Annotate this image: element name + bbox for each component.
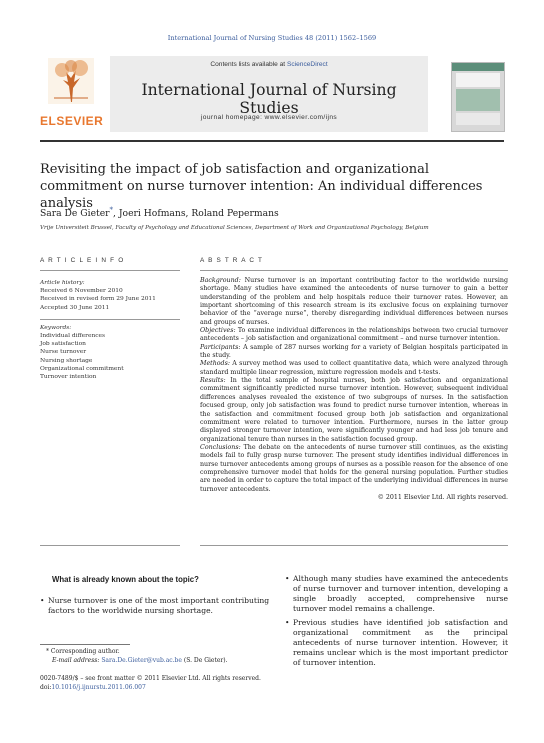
elsevier-tree-icon [48,58,94,104]
footnote-rule [40,644,130,645]
known-box-title: What is already known about the topic? [52,575,199,584]
affiliation: Vrije Universiteit Brussel, Faculty of Psychology and Educational Sciences, Department of Work and Organizational Psychology, Belgium [40,225,429,231]
abstract-objectives: Objectives: To examine individual differences in the relationships between two crucial turnover antecedents – job satisfaction and organizational commitment – and nurse turnover intention. [200,327,508,343]
header-divider [40,140,504,142]
abstract-background: Background: Nurse turnover is an important contributing factor to the worldwide nursing shortage. Many studies have examined the antecedents of nurse turnover to gain a better understanding of the problem and help hospitals reduce their turnover rates. However, an important shortcoming of this research stream is its exclusive focus on explaining turnover behavior of the “average nurse”, thereby disregarding individual differences between nurses and groups of nurses. [200,277,508,326]
footnote [40,648,228,665]
abstract-methods: Methods: A survey method was used to collect quantitative data, which were analyzed through standard multiple linear regression, mixture regression models and t-tests. [200,360,508,376]
info-bottom-rule [40,545,180,546]
keyword: Job satisfaction [40,341,86,348]
journal-cover-image [451,62,505,132]
issn-line: 0020-7489/$ – see front matter © 2011 Elsevier Ltd. All rights reserved. [40,675,261,682]
journal-citation[interactable]: International Journal of Nursing Studies 48 (2011) 1562–1569 [167,34,377,42]
keywords-label: Keywords: [40,324,72,331]
journal-header [40,56,504,132]
keyword: Nursing shortage [40,357,93,364]
email-suffix: (S. De Gieter). [183,656,228,664]
contents-line [110,61,428,68]
contents-prefix: Contents lists available at [210,61,286,68]
corresponding-mark[interactable]: * [109,206,114,214]
publisher-name: ELSEVIER [40,114,104,128]
abstract-copyright: © 2011 Elsevier Ltd. All rights reserved. [377,493,508,501]
doi-link[interactable]: 10.1016/j.ijnurstu.2011.06.007 [51,683,146,691]
keyword: Individual differences [40,333,106,340]
revised-date: Received in revised form 29 June 2011 [40,296,156,303]
known-bullet: • Although many studies have examined the antecedents of nurse turnover and turnover intention, developing a single broadly accepted, comprehensive nurse turnover model remains a challenge. [285,574,508,614]
keyword: Organizational commitment [40,365,124,372]
publisher-logo [40,56,102,132]
received-date: Received 6 November 2010 [40,288,123,295]
abstract-bottom-rule [200,545,508,546]
history-label: Article history: [40,280,85,286]
journal-homepage[interactable]: journal homepage: www.elsevier.com/ijns [200,114,338,121]
corresponding-note: Corresponding author. [50,648,120,655]
footnote-mark: * [46,648,49,655]
abstract-participants: Participants: A sample of 287 nurses working for a variety of Belgian hospitals participated in the study. [200,343,508,360]
abstract-conclusions: Conclusions: The debate on the antecedents of nurse turnover still continues, as the existing models fail to fully grasp nurse turnover. The present study identifies individual differences in nurse turnover antecedents among groups of nurses as a possible reason for the absence of one comprehensive turnover model that holds for the general nursing population. Further studies are needed in order to capture the total impact of the underlying individual differences in nurse turnover antecedents. [200,443,508,493]
abstract-results: Results: In the total sample of hospital nurses, both job satisfaction and organizational commitment significantly predicted nurse turnover intention. However, subsequent individual differences analyses revealed the existence of two subgroups of nurses. In the satisfaction focused group, only job satisfaction was found to predict nurse turnover intention, whereas in the satisfaction and commitment focused group both job satisfaction and organizational commitment were related to turnover intention. Furthermore, nurses in the latter group displayed stronger turnover intention, were significantly younger and had less job tenure and organizational tenure than nurses in the satisfaction focused group. [200,377,508,443]
article-title: Revisiting the impact of job satisfaction and organizational commitment on nurse turnover intention: An individual differences analysis [40,162,483,211]
journal-banner [110,56,428,132]
author-list [40,206,279,219]
front-matter [40,675,261,692]
doi-label: doi: [40,683,52,691]
email-link[interactable]: Sara.De.Gieter@vub.ac.be [101,656,182,664]
known-right-column [285,574,508,672]
keywords-rule [40,319,180,320]
known-bullet: • Previous studies have identified job satisfaction and organizational commitment as the principal antecedents of nurse turnover intention. However, it remains unclear which is the most important predictor of turnover intention. [285,618,508,668]
co-authors: , Joeri Hofmans, Roland Pepermans [113,208,279,220]
sciencedirect-link[interactable]: ScienceDirect [286,61,328,68]
known-bullet: • Nurse turnover is one of the most important contributing factors to the worldwide nursing shortage. [40,596,280,616]
article-info-heading: A R T I C L E I N F O [40,257,125,264]
keyword: Nurse turnover [40,349,87,356]
journal-title: International Journal of Nursing Studies [141,81,397,117]
article-info [40,279,180,381]
email-label: E-mail address: [52,656,100,664]
accepted-date: Accepted 30 June 2011 [40,304,110,311]
keyword: Turnover intention [40,374,97,381]
abstract-body [200,277,508,502]
known-left-column [40,596,280,620]
abstract-heading: A B S T R A C T [200,257,264,264]
corresponding-author: Sara De Gieter [40,208,110,220]
abstract-rule [200,270,508,271]
article-info-rule [40,270,180,271]
